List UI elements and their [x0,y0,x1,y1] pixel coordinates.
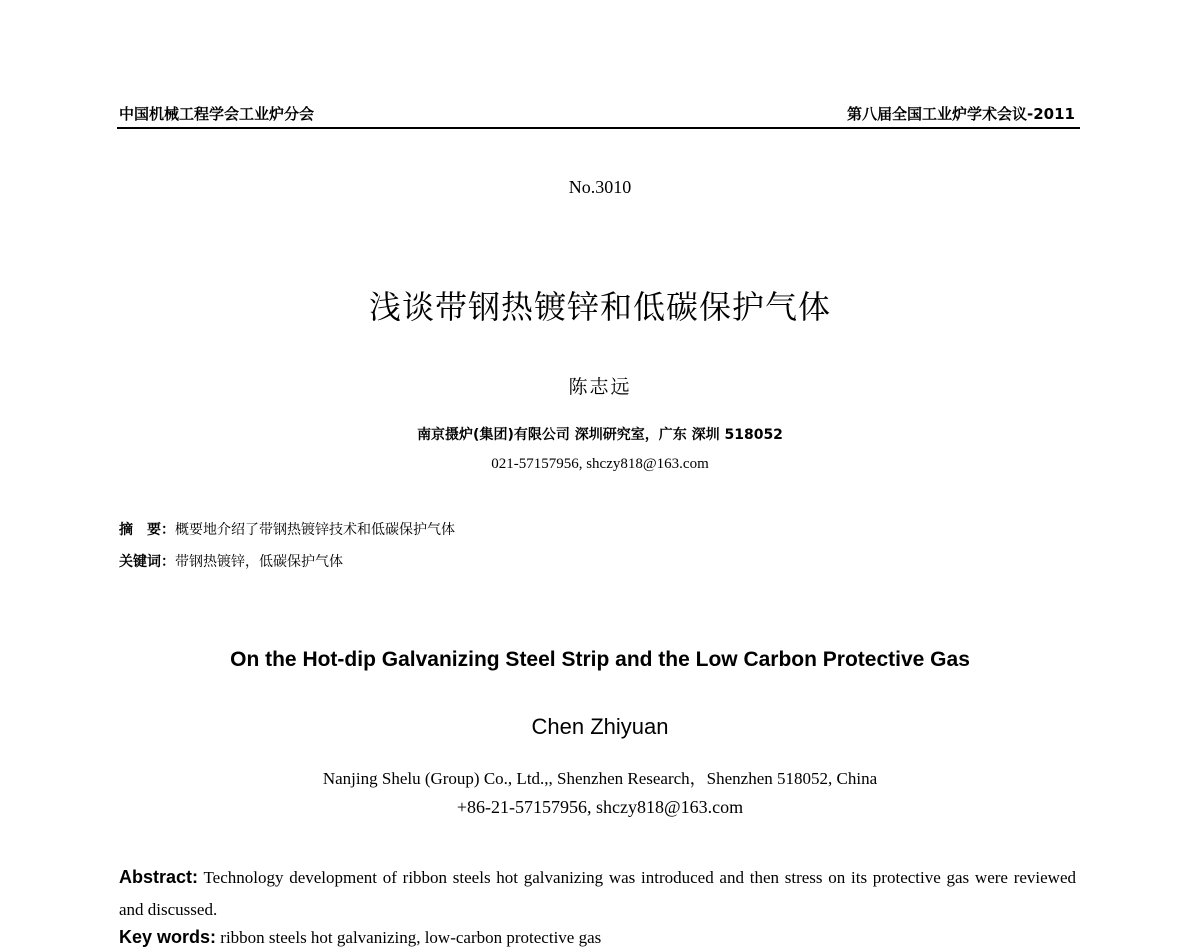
header-society: 中国机械工程学会工业炉分会 [119,105,315,123]
affiliation-chinese: 南京摄炉(集团)有限公司 深圳研究室，广东 深圳 518052 [417,427,783,443]
keywords-chinese-text: 带钢热镀锌，低碳保护气体 [175,554,343,570]
author-chinese: 陈志远 [568,376,632,398]
abstract-chinese-text: 概要地介绍了带钢热镀锌技术和低碳保护气体 [175,522,455,538]
keywords-english [119,927,601,948]
abstract-english [119,861,1076,926]
paper-number: No.3010 [568,177,632,197]
keywords-english-text: ribbon steels hot galvanizing, low-carbon protective gas [220,928,602,947]
page-title-english: On the Hot-dip Galvanizing Steel Strip and the Low Carbon Protective Gas [230,648,970,671]
affiliation-english: Nanjing Shelu (Group) Co., Ltd.,, Shenzhen Research，Shenzhen 518052, China [322,769,878,788]
keywords-chinese-label: 关键词： [119,554,175,570]
author-english: Chen Zhiyuan [531,714,669,739]
abstract-chinese-label: 摘 要： [119,522,175,538]
keywords-chinese [119,551,343,571]
abstract-english-label: Abstract: [119,867,199,887]
keywords-english-label: Key words: [119,927,217,947]
page-title-chinese: 浅谈带钢热镀锌和低碳保护气体 [368,288,831,326]
abstract-chinese [119,519,455,539]
header-conference: 第八届全国工业炉学术会议-2011 [847,105,1075,123]
header-rule [117,127,1080,129]
contact-chinese: 021-57157956, shczy818@163.com [491,456,709,472]
contact-english: +86-21-57157956, shczy818@163.com [456,797,744,817]
abstract-english-text: Technology development of ribbon steels hot galvanizing was introduced and then stress on its protective gas were reviewed and discussed. [119,868,1076,919]
